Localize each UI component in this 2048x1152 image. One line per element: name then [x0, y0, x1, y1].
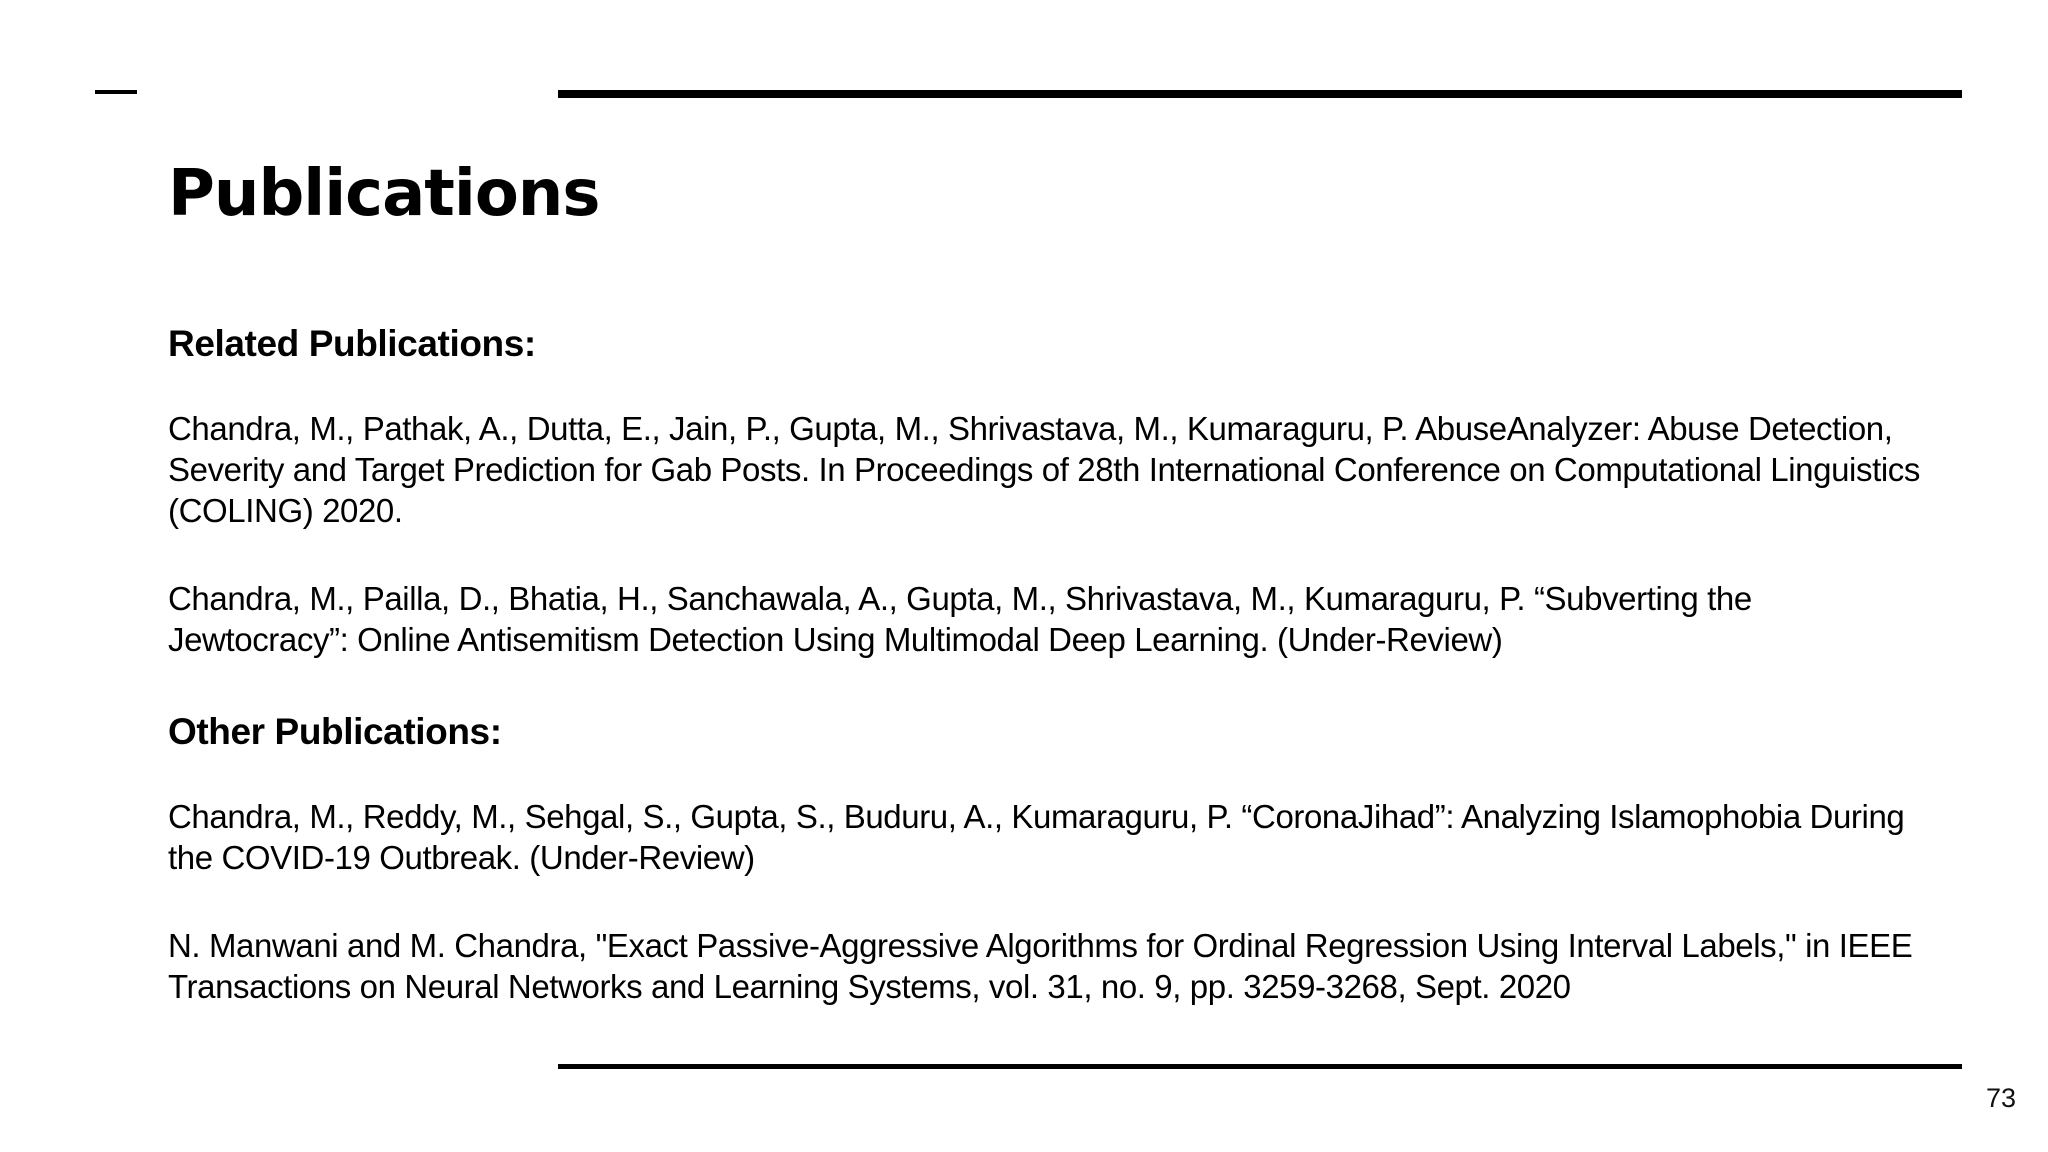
other-publication-2: N. Manwani and M. Chandra, "Exact Passive-Aggressive Algorithms for Ordinal Regression Using Interval Labels," in IEEE Transactions on Neural Networks and Learning Systems, vol. 31, no. 9, pp. 3259-3268, Sept. 2020: [168, 927, 1913, 1005]
top-divider: [558, 90, 1962, 98]
related-publication-1: Chandra, M., Pathak, A., Dutta, E., Jain, P., Gupta, M., Shrivastava, M., Kumaraguru, P. AbuseAnalyzer: Abuse Detection, Severity and Target Prediction for Gab Posts. In Proceedings of 28th International Conference on Computational Linguistics (COLING) 2020.: [168, 410, 1920, 529]
page-number: 73: [1985, 1083, 2016, 1113]
other-publication-1: Chandra, M., Reddy, M., Sehgal, S., Gupta, S., Buduru, A., Kumaraguru, P. “CoronaJihad”: Analyzing Islamophobia During the COVID-19 Outbreak. (Under-Review): [168, 798, 1905, 876]
related-publications-heading: Related Publications:: [168, 323, 536, 364]
bottom-divider: [558, 1064, 1962, 1069]
other-publications-heading: Other Publications:: [168, 711, 502, 752]
decorative-dash: [95, 90, 137, 94]
slide-title: Publications: [168, 157, 600, 231]
related-publication-2: Chandra, M., Pailla, D., Bhatia, H., Sanchawala, A., Gupta, M., Shrivastava, M., Kumaraguru, P. “Subverting the Jewtocracy”: Online Antisemitism Detection Using Multimodal Deep Learning. (Under-Review): [168, 580, 1752, 658]
publications-content: [168, 318, 1938, 1007]
